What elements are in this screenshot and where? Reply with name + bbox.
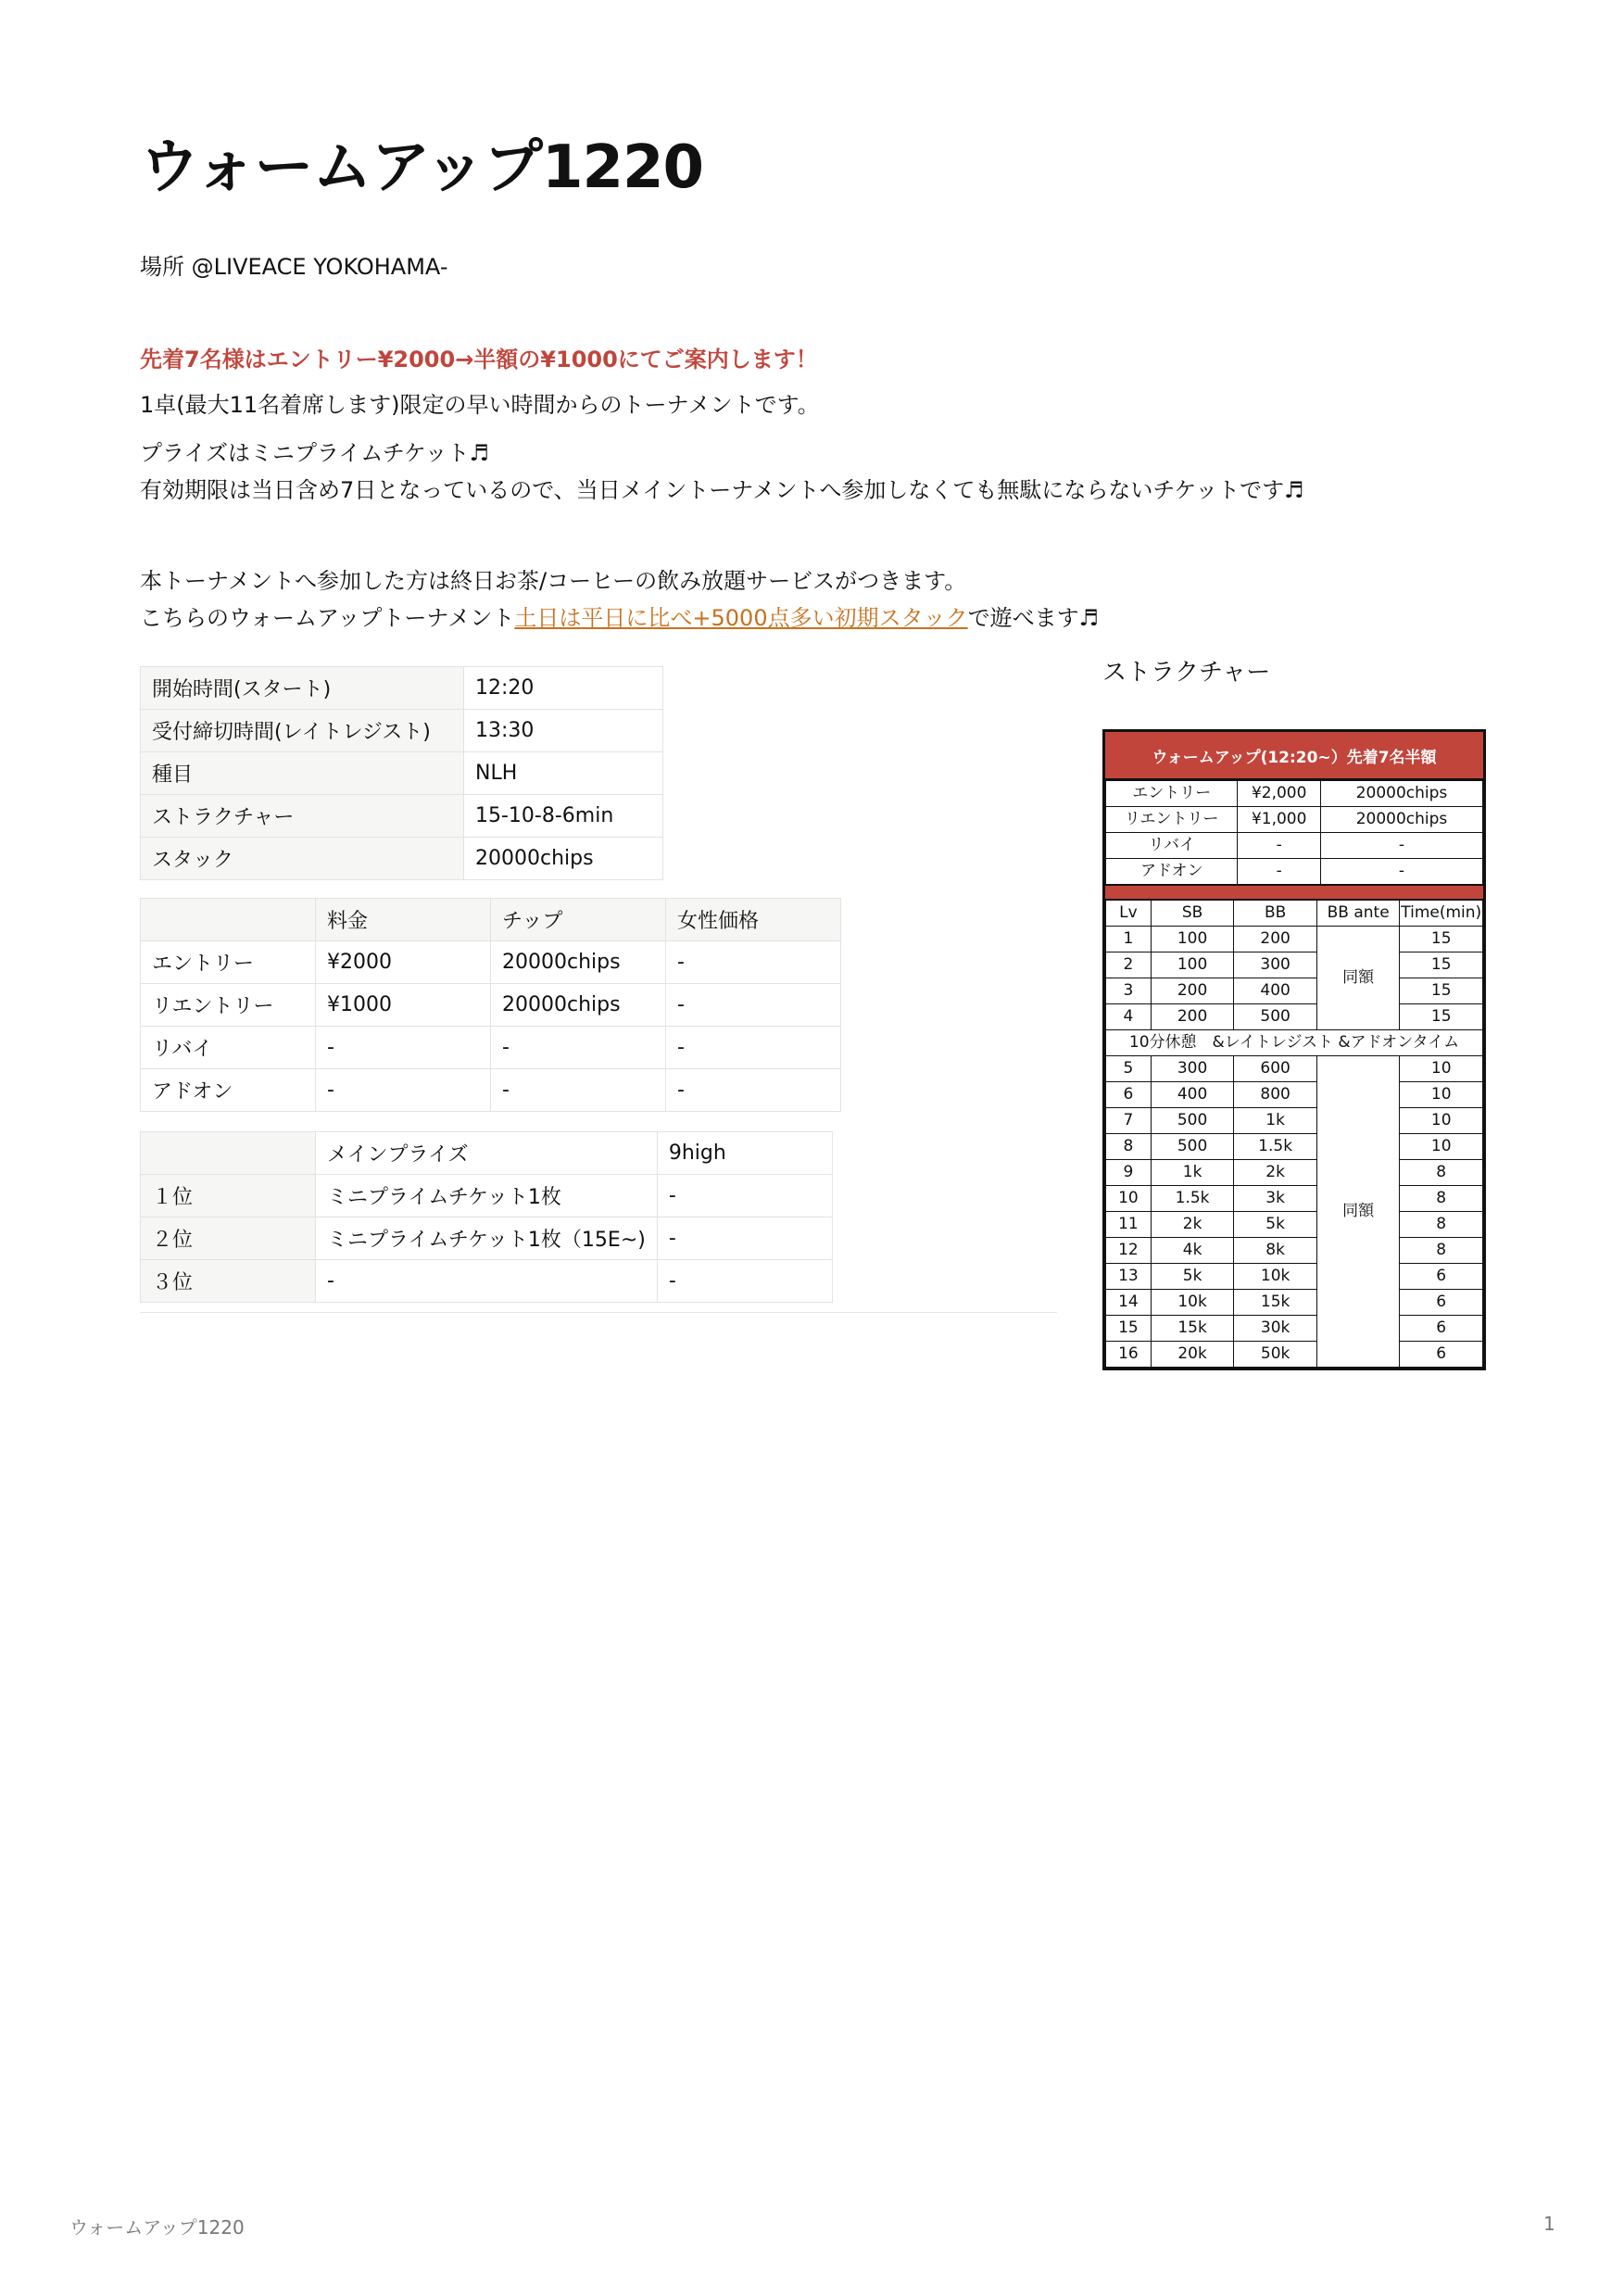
level-number: 5: [1106, 1056, 1152, 1082]
small-blind: 100: [1151, 927, 1234, 952]
small-blind: 500: [1151, 1108, 1234, 1134]
big-blind: 15k: [1234, 1290, 1317, 1316]
table-cell: リエントリー: [141, 984, 316, 1027]
level-time: 6: [1400, 1264, 1483, 1290]
structure-level-row: [1106, 1212, 1483, 1238]
structure-header-cell: Lv: [1106, 901, 1152, 927]
table-row: [141, 795, 663, 838]
divider: [140, 1312, 1057, 1313]
description-line-2: プライズはミニプライムチケット♬: [140, 440, 490, 466]
structure-fee-row: [1106, 859, 1483, 885]
info-value: 20000chips: [464, 838, 663, 880]
structure-separator: [1105, 885, 1483, 900]
small-blind: 1.5k: [1151, 1186, 1234, 1212]
table-cell: -: [657, 1260, 832, 1303]
table-cell: 20000chips: [491, 984, 666, 1027]
structure-cell: ¥2,000: [1238, 781, 1321, 807]
table-row: [141, 1217, 833, 1260]
description-line-1: 1卓(最大11名着席します)限定の早い時間からのトーナメントです。: [140, 392, 820, 418]
structure-cell: 20000chips: [1320, 807, 1482, 833]
table-cell: -: [666, 1027, 841, 1069]
small-blind: 10k: [1151, 1290, 1234, 1316]
small-blind: 100: [1151, 952, 1234, 978]
structure-header-cell: BB: [1234, 901, 1317, 927]
level-number: 2: [1106, 952, 1152, 978]
structure-cell: ¥1,000: [1238, 807, 1321, 833]
info-value: 13:30: [464, 710, 663, 752]
structure-fee-table: [1105, 780, 1483, 885]
table-cell: -: [657, 1217, 832, 1260]
page-title: ウォームアップ1220: [140, 133, 704, 202]
big-blind: 200: [1234, 927, 1317, 952]
table-row: [141, 710, 663, 752]
structure-level-row: [1106, 1134, 1483, 1160]
level-time: 10: [1400, 1108, 1483, 1134]
table-cell: -: [666, 984, 841, 1027]
structure-level-row: [1106, 1056, 1483, 1082]
big-blind: 400: [1234, 978, 1317, 1004]
level-number: 11: [1106, 1212, 1152, 1238]
big-blind: 30k: [1234, 1316, 1317, 1342]
table-cell: -: [316, 1260, 658, 1303]
structure-cell: リバイ: [1106, 833, 1238, 859]
level-time: 10: [1400, 1056, 1483, 1082]
table-header-cell: [141, 1132, 316, 1175]
table-header-cell: 女性価格: [666, 899, 841, 941]
level-number: 4: [1106, 1004, 1152, 1030]
table-row: [141, 1260, 833, 1303]
table-cell: アドオン: [141, 1069, 316, 1112]
level-number: 10: [1106, 1186, 1152, 1212]
structure-level-row: [1106, 1316, 1483, 1342]
big-blind: 600: [1234, 1056, 1317, 1082]
table-cell: -: [666, 941, 841, 984]
structure-cell: アドオン: [1106, 859, 1238, 885]
structure-cell: 20000chips: [1320, 781, 1482, 807]
table-header-cell: メインプライズ: [316, 1132, 658, 1175]
level-time: 15: [1400, 1004, 1483, 1030]
small-blind: 5k: [1151, 1264, 1234, 1290]
big-blind: 1k: [1234, 1108, 1317, 1134]
structure-banner: ウォームアップ(12:20~）先着7名半額: [1105, 732, 1483, 780]
info-value: 15-10-8-6min: [464, 795, 663, 838]
structure-cell: -: [1320, 833, 1482, 859]
structure-cell: エントリー: [1106, 781, 1238, 807]
description-line-5: [140, 599, 1099, 637]
small-blind: 20k: [1151, 1342, 1234, 1368]
big-blind: 3k: [1234, 1186, 1317, 1212]
table-cell: エントリー: [141, 941, 316, 984]
big-blind: 300: [1234, 952, 1317, 978]
structure-level-row: [1106, 1082, 1483, 1108]
level-number: 8: [1106, 1134, 1152, 1160]
stack-bonus-link[interactable]: 土日は平日に比べ+5000点多い初期スタック: [514, 605, 968, 631]
line5-before: こちらのウォームアップトーナメント: [140, 605, 515, 631]
structure-image: [1102, 729, 1486, 1370]
table-cell: リバイ: [141, 1027, 316, 1069]
level-time: 8: [1400, 1160, 1483, 1186]
bb-ante-cell: 同額: [1316, 1056, 1400, 1368]
table-header-row: [141, 899, 841, 941]
structure-level-row: [1106, 1004, 1483, 1030]
big-blind: 5k: [1234, 1212, 1317, 1238]
fee-table: [140, 898, 841, 1112]
big-blind: 1.5k: [1234, 1134, 1317, 1160]
small-blind: 15k: [1151, 1316, 1234, 1342]
level-number: 15: [1106, 1316, 1152, 1342]
table-cell: ¥1000: [316, 984, 491, 1027]
level-time: 15: [1400, 952, 1483, 978]
small-blind: 200: [1151, 1004, 1234, 1030]
structure-fee-row: [1106, 781, 1483, 807]
table-cell: 20000chips: [491, 941, 666, 984]
level-time: 10: [1400, 1082, 1483, 1108]
table-row: [141, 1069, 841, 1112]
location-text: 場所 @LIVEACE YOKOHAMA-: [140, 254, 448, 280]
level-time: 6: [1400, 1290, 1483, 1316]
table-cell: -: [316, 1027, 491, 1069]
structure-level-row: [1106, 978, 1483, 1004]
table-row: [141, 984, 841, 1027]
structure-heading: ストラクチャー: [1102, 659, 1271, 687]
table-header-cell: 9high: [657, 1132, 832, 1175]
info-value: NLH: [464, 752, 663, 795]
info-label: ストラクチャー: [141, 795, 464, 838]
description-line-3: 有効期限は当日含め7日となっているので、当日メイントーナメントへ参加しなくても無駄にならないチケットです♬: [140, 477, 1304, 503]
structure-level-row: [1106, 1108, 1483, 1134]
info-label: スタック: [141, 838, 464, 880]
promo-text: 先着7名様はエントリー¥2000→半額の¥1000にてご案内します！: [140, 347, 818, 372]
level-time: 6: [1400, 1316, 1483, 1342]
table-cell: １位: [141, 1175, 316, 1217]
level-time: 8: [1400, 1212, 1483, 1238]
footer-title: ウォームアップ1220: [69, 2216, 245, 2239]
structure-level-row: [1106, 952, 1483, 978]
level-time: 15: [1400, 978, 1483, 1004]
level-number: 6: [1106, 1082, 1152, 1108]
level-time: 8: [1400, 1186, 1483, 1212]
table-cell: -: [491, 1027, 666, 1069]
table-cell: ２位: [141, 1217, 316, 1260]
structure-level-row: [1106, 1264, 1483, 1290]
structure-cell: -: [1238, 859, 1321, 885]
structure-level-row: [1106, 927, 1483, 952]
table-row: [141, 752, 663, 795]
table-cell: ミニプライムチケット1枚（15E~): [316, 1217, 658, 1260]
structure-level-row: [1106, 1290, 1483, 1316]
info-value: 12:20: [464, 667, 663, 710]
small-blind: 4k: [1151, 1238, 1234, 1264]
table-row: [141, 1027, 841, 1069]
small-blind: 300: [1151, 1056, 1234, 1082]
small-blind: 400: [1151, 1082, 1234, 1108]
tournament-info-table: [140, 666, 663, 880]
description-line-4: 本トーナメントへ参加した方は終日お茶/コーヒーの飲み放題サービスがつきます。: [140, 568, 967, 594]
level-time: 15: [1400, 927, 1483, 952]
level-time: 10: [1400, 1134, 1483, 1160]
table-header-row: [141, 1132, 833, 1175]
table-row: [141, 1175, 833, 1217]
level-number: 3: [1106, 978, 1152, 1004]
big-blind: 10k: [1234, 1264, 1317, 1290]
structure-header-row: [1106, 901, 1483, 927]
info-label: 受付締切時間(レイトレジスト): [141, 710, 464, 752]
big-blind: 500: [1234, 1004, 1317, 1030]
table-cell: ミニプライムチケット1枚: [316, 1175, 658, 1217]
structure-break-row: [1106, 1030, 1483, 1056]
table-cell: ３位: [141, 1260, 316, 1303]
structure-fee-row: [1106, 807, 1483, 833]
structure-level-row: [1106, 1342, 1483, 1368]
table-cell: -: [491, 1069, 666, 1112]
structure-cell: -: [1320, 859, 1482, 885]
table-header-cell: チップ: [491, 899, 666, 941]
info-label: 開始時間(スタート): [141, 667, 464, 710]
level-number: 13: [1106, 1264, 1152, 1290]
table-cell: -: [666, 1069, 841, 1112]
small-blind: 200: [1151, 978, 1234, 1004]
level-time: 6: [1400, 1342, 1483, 1368]
structure-fee-row: [1106, 833, 1483, 859]
prize-table: [140, 1131, 833, 1303]
table-header-cell: 料金: [316, 899, 491, 941]
big-blind: 50k: [1234, 1342, 1317, 1368]
big-blind: 8k: [1234, 1238, 1317, 1264]
bb-ante-cell: 同額: [1316, 927, 1400, 1030]
level-number: 14: [1106, 1290, 1152, 1316]
small-blind: 2k: [1151, 1212, 1234, 1238]
level-number: 16: [1106, 1342, 1152, 1368]
table-row: [141, 667, 663, 710]
table-row: [141, 838, 663, 880]
info-label: 種目: [141, 752, 464, 795]
break-cell: 10分休憩 &レイトレジスト &アドオンタイム: [1106, 1030, 1483, 1056]
level-number: 7: [1106, 1108, 1152, 1134]
structure-header-cell: SB: [1151, 901, 1234, 927]
structure-level-table: [1105, 900, 1483, 1368]
big-blind: 2k: [1234, 1160, 1317, 1186]
page-number: 1: [1543, 2213, 1555, 2235]
structure-header-cell: BB ante: [1316, 901, 1400, 927]
structure-cell: -: [1238, 833, 1321, 859]
small-blind: 1k: [1151, 1160, 1234, 1186]
level-time: 8: [1400, 1238, 1483, 1264]
small-blind: 500: [1151, 1134, 1234, 1160]
line5-after: で遊べます♬: [967, 605, 1100, 631]
level-number: 1: [1106, 927, 1152, 952]
structure-level-row: [1106, 1238, 1483, 1264]
table-row: [141, 941, 841, 984]
table-header-cell: [141, 899, 316, 941]
structure-cell: リエントリー: [1106, 807, 1238, 833]
level-number: 9: [1106, 1160, 1152, 1186]
structure-level-row: [1106, 1160, 1483, 1186]
table-cell: -: [316, 1069, 491, 1112]
big-blind: 800: [1234, 1082, 1317, 1108]
table-cell: ¥2000: [316, 941, 491, 984]
structure-header-cell: Time(min): [1400, 901, 1483, 927]
level-number: 12: [1106, 1238, 1152, 1264]
structure-level-row: [1106, 1186, 1483, 1212]
table-cell: -: [657, 1175, 832, 1217]
